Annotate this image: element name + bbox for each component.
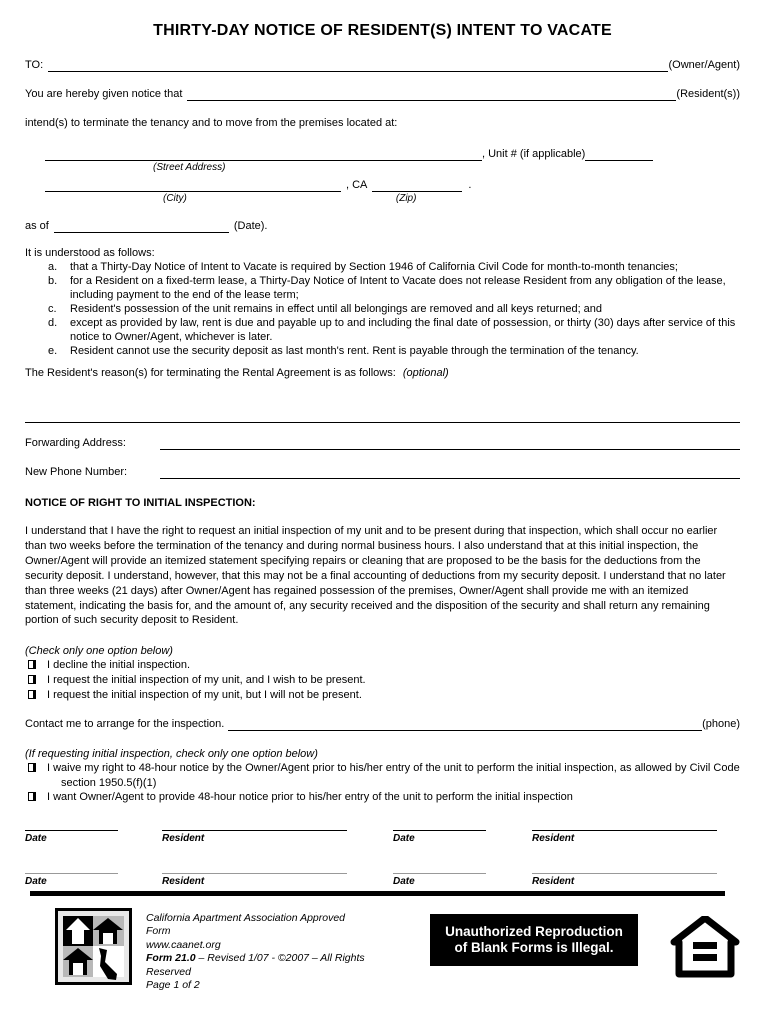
street-address-caption: (Street Address): [153, 162, 226, 173]
understood-intro: It is understood as follows:: [25, 247, 155, 259]
understood-list: [25, 260, 740, 358]
item-text: for a Resident on a fixed-term lease, a Thirty-Day Notice of Intent to Vacate does not release Resident from any obligation of the lease, including payment to the end of the lease term;: [70, 275, 726, 301]
street-address-field[interactable]: [45, 147, 482, 161]
new-phone-label: New Phone Number:: [25, 466, 128, 478]
footer: [25, 908, 740, 993]
item-text: that a Thirty-Day Notice of Intent to Vacate is required by Section 1946 of California Civil Code for month-to-month tenancies;: [70, 261, 678, 273]
signature-row: [25, 830, 740, 846]
option-label: I want Owner/Agent to provide 48-hour notice prior to his/her entry of the unit to perform the initial inspection: [47, 791, 573, 804]
item-letter: d.: [48, 317, 58, 329]
notice-row: [25, 87, 740, 101]
zip-field[interactable]: [372, 178, 462, 192]
resident-name-field[interactable]: [187, 87, 676, 101]
equal-housing-icon: [670, 916, 740, 978]
list-item: [48, 274, 740, 302]
item-letter: e.: [48, 345, 58, 357]
city-caption-row: [45, 192, 740, 206]
notice-label: You are hereby given notice that: [25, 88, 183, 100]
phone-caption: (phone): [702, 718, 740, 731]
footer-text: [146, 908, 372, 993]
date-signature-line[interactable]: Date: [25, 873, 118, 889]
warning-line-1: Unauthorized Reproduction: [445, 923, 623, 939]
date-caption: (Date).: [233, 220, 268, 232]
contact-label: Contact me to arrange for the inspection.: [25, 718, 225, 731]
checkbox-icon[interactable]: [28, 763, 36, 772]
form-title: THIRTY-DAY NOTICE OF RESIDENT(S) INTENT TO VACATE: [153, 22, 612, 39]
form-revision-rest: – Revised 1/07 - ©2007 – All Rights Reserved: [146, 952, 365, 978]
checkbox-icon[interactable]: [28, 690, 36, 699]
city-caption: (City): [163, 193, 187, 204]
forwarding-row: [25, 436, 740, 450]
resident-signature-line[interactable]: Resident: [162, 873, 347, 889]
city-row-period: .: [468, 179, 472, 191]
caa-website: www.caanet.org: [146, 938, 221, 951]
forwarding-label: Forwarding Address:: [25, 437, 126, 449]
option-request-present: [28, 673, 740, 688]
option-label: I request the initial inspection of my unit, but I will not be present.: [47, 688, 362, 701]
item-text: Resident's possession of the unit remains in effect until all belongings are removed and all keys returned; and: [70, 303, 603, 315]
street-row: [45, 147, 740, 161]
list-item: [48, 344, 740, 358]
page-number: Page 1 of 2: [146, 979, 200, 992]
caa-logo: [55, 908, 132, 985]
item-letter: a.: [48, 261, 58, 273]
city-row: [45, 178, 740, 192]
to-row: [25, 58, 740, 72]
option-label: I waive my right to 48-hour notice by the Owner/Agent prior to his/her entry of the unit to perform the initial inspection, as allowed by Civil Code section 1950.5(f)(1): [47, 762, 740, 789]
option-label: I decline the initial inspection.: [47, 659, 191, 672]
inspection-heading: NOTICE OF RIGHT TO INITIAL INSPECTION:: [25, 497, 256, 509]
item-letter: b.: [48, 275, 58, 287]
checkbox-icon[interactable]: [28, 660, 36, 669]
item-letter: c.: [48, 303, 57, 315]
form-revision-line: [146, 952, 372, 979]
unit-field[interactable]: [585, 147, 653, 161]
contact-row: [25, 717, 740, 731]
new-phone-field[interactable]: [160, 465, 740, 479]
option-request-not-present: [28, 688, 740, 703]
new-phone-row: [25, 465, 740, 479]
city-field[interactable]: [45, 178, 341, 192]
street-caption-row: [45, 161, 740, 175]
zip-caption: (Zip): [395, 193, 417, 204]
option-want-notice: [28, 790, 740, 805]
unauthorized-reproduction-warning: [430, 914, 638, 966]
reason-row: [25, 366, 740, 380]
check-one-instruction: (Check only one option below): [25, 645, 173, 658]
option-decline-inspection: [28, 658, 740, 673]
date-field[interactable]: [54, 219, 229, 233]
approved-form-line: California Apartment Association Approved Form: [146, 911, 346, 938]
inspection-paragraph: I understand that I have the right to request an initial inspection of my unit and to be present during that inspection, which shall occur no earlier than two weeks before the termination of the tenancy and during normal business hours. I also understand that at this initial inspection, the Owner/Agent will provide an itemized statement specifying repairs or cleaning that are proposed to be the basis for the deductions from the security deposit. I understand, however, that this may not be a final accounting of deductions from my security deposit. I understand that no later than three weeks (21 days) after Owner/Agent has regained possession of the premises, Owner/Agent shall provide me with an itemized statement, indicating the basis for, and the amount of, any security received and the disposition of the security and shall return any remaining portion of such security deposit to Resident.: [25, 525, 726, 627]
intend-line: intend(s) to terminate the tenancy and to move from the premises located at:: [25, 117, 398, 129]
item-text: Resident cannot use the security deposit as last month's rent. Rent is payable through the termination of the tenancy.: [70, 345, 639, 357]
form-number: Form 21.0: [146, 952, 196, 965]
item-text: except as provided by law, rent is due and payable up to and including the final date of possession, or thirty (30) days after service of this notice to Owner/Agent, whichever is later.: [70, 317, 736, 343]
forwarding-address-field[interactable]: [160, 436, 740, 450]
warning-line-2: of Blank Forms is Illegal.: [454, 939, 614, 955]
list-item: [48, 316, 740, 344]
state-label: , CA: [346, 179, 368, 191]
page-divider: [30, 891, 725, 896]
unit-label: , Unit # (if applicable): [482, 148, 586, 160]
owner-agent-field[interactable]: [48, 58, 668, 72]
owner-agent-caption: (Owner/Agent): [668, 59, 740, 71]
list-item: [48, 302, 740, 316]
resident-signature-line[interactable]: Resident: [532, 873, 717, 889]
reason-optional: (optional): [402, 367, 449, 379]
option-label: I request the initial inspection of my unit, and I wish to be present.: [47, 673, 366, 686]
resident-signature-line[interactable]: Resident: [162, 830, 347, 846]
date-signature-line[interactable]: Date: [25, 830, 118, 846]
to-label: TO:: [25, 59, 44, 71]
signature-row: [25, 873, 740, 889]
resident-signature-line[interactable]: Resident: [532, 830, 717, 846]
option-waive-notice: [28, 761, 740, 790]
checkbox-icon[interactable]: [28, 792, 36, 801]
date-signature-line[interactable]: Date: [393, 873, 486, 889]
resident-caption: (Resident(s)): [676, 88, 740, 100]
reason-label: The Resident's reason(s) for terminating the Rental Agreement is as follows:: [25, 367, 396, 379]
notice-choice-instruction: (If requesting initial inspection, check only one option below): [25, 748, 318, 761]
list-item: [48, 260, 740, 274]
contact-phone-field[interactable]: [228, 717, 702, 731]
date-signature-line[interactable]: Date: [393, 830, 486, 846]
checkbox-icon[interactable]: [28, 675, 36, 684]
reason-field[interactable]: [25, 406, 740, 423]
as-of-label: as of: [25, 220, 49, 232]
as-of-row: [25, 219, 740, 233]
address-block: [45, 147, 740, 206]
